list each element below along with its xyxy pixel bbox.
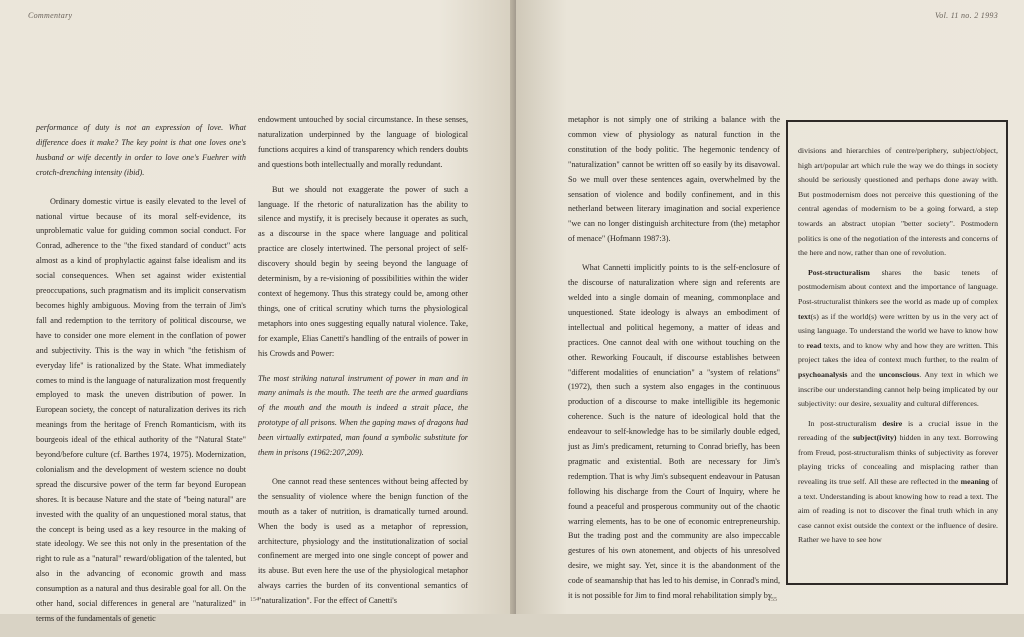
- box-paragraph: divisions and hierarchies of centre/periphery, subject/object, high art/popular art which rule the way we do things in society should be seriously questioned and perhaps done away with. But postmodernism does not perceive this questioning of the central agendas of modernism to be a going forward, a step towards an abstract utopian "better society". Postmodern politics is one of the negotiation of the interests and concerns of the here and now, rather than one of revolution.: [798, 146, 998, 258]
- paragraph: What Cannetti implicitly points to is the self-enclosure of the discourse of naturalization where sign and referents are welded into a single domain of meaning, commonplace and unquestioned. State ideology is always an embodiment of intellectual and political hegemony, a matter of ideas and practices. One cannot deal with one without touching on the other. Reworking Foucault, if discourse establishes between "different modalities of enunciation" a "system of relations" (1972), then such a system also engages in the continuous production of a discourse to make intelligible its hegemonic coherence. Such is the nature of ideological hold that the endeavour to self-knowledge has to be similarly double edged, just as Jim's predicament, returning to Conrad briefly, has been pragmatic and existential. Both are necessary for Jim's redemption. That is why Jim's subsequent endeavour in Patusan following his discharge from the Court of Inquiry, where he found a peaceful and prosperous community out of the chaotic warring elements, has to be one of economic entrepreneurship. But the trading post and the community are also impeccable gestures of his own atonement, and objects of his unresolved desire, we might say. Yet, since it is the abandonment of the code of seamanship that has led to his demise, in Conrad's mind, it is not possible for Jim to find moral rehabilitation simply by: [568, 263, 780, 601]
- term-desire: desire: [882, 418, 903, 428]
- left-column-2: [258, 113, 468, 619]
- page-number-right: 155: [768, 597, 777, 603]
- running-head-left: Commentary: [28, 11, 73, 20]
- left-column-1: [36, 121, 246, 637]
- page-number-left: 154: [250, 597, 259, 603]
- box-paragraph: Post-structuralism shares the basic tenets of postmodernism about context and the importance of language. Post-structuralist thinkers see the world as made up of complex text(s) as if the world(s) were written by us in the very act of using language. To understand the world we have to know how to read texts, and to know why and how they are written. This project takes the idea of context much further, to the realm of psychoanalysis and the unconscious. Any text in which we inscribe our understanding cannot help being implicated by our subjectivity: our desire, sexuality and cultural differences.: [798, 267, 998, 409]
- paragraph: metaphor is not simply one of striking a balance with the common view of physiology as natural function in the constitution of the body politic. The hegemonic tendency of "naturalization" cannot be written off so easily by its disavowal. So we mull over these sentences again, overwhelmed by the sensation of violence and bodily confinement, and in this netherland between literary imagination and social experience "we can no longer distinguish architecture from (the) metaphor of menace" (Hofmann 1987:3).: [568, 115, 780, 244]
- paragraph: One cannot read these sentences without being affected by the sensuality of violence where the benign function of the mouth as a taker of nutrition, is dramatically turned around. When the body is used as a metaphor of repression, architecture, physiology and the institutionalization of social confinement are merged into one single concept of power and its abuse. But even here the use of the physiological metaphor always carries the burden of its conventional semantics of "naturalization". For the effect of Canetti's: [258, 476, 468, 606]
- paragraph: But we should not exaggerate the power of such a language. If the rhetoric of naturalization has the ability to silence and mystify, it is precisely because it operates as such, as a discourse in the space where language and political practice are closely intertwined. The personal project of self-discovery should begin by seeing beyond the language of determinism, by a re-visioning of possibilities within the wider context of hegemony. Thus this strategy could be, among other things, one of critical scrutiny which turns the physiological metaphors into ones suggesting equally natural violence. Take, for example, Elias Canetti's handling of the entrails of power in his Crowds and Power:: [258, 184, 468, 358]
- box-paragraph: In post-structuralism desire is a crucial issue in the rereading of the subject(ivity) hidden in any text. Borrowing from Freud, post-structuralism thinks of subjectivity as forever playing tricks of concealing and misplacing rather than revealing its true self. All these are reflected in the meaning of a text. Understanding is about knowing how to read a text. The aim of reading is not to discover the final truth which in any case cannot exist outside the context or the influence of desire. Rather we have to see how: [798, 418, 998, 545]
- quote-tail: performance of duty is not an expression of love. What difference does it make? The key point is that one loves one's husband or wife decently in order to love one's Fuehrer with crotch-drenching intensity (ibid).: [36, 123, 246, 177]
- left-page: [0, 0, 516, 623]
- term-post-structuralism: Post-structuralism: [808, 267, 870, 277]
- running-head-right: Vol. 11 no. 2 1993: [934, 11, 998, 20]
- right-column-1: [568, 113, 780, 614]
- paragraph: endowment untouched by social circumstance. In these senses, naturalization underpinned by the language of biological functions acquires a kind of transparency which renders doubts and questions both intellectually and morally redundant.: [258, 115, 468, 169]
- block-quote: The most striking natural instrument of power in man and in many animals is the mouth. The teeth are the armed guardians of the mouth and the mouth is indeed a strait place, the prototype of all prisons. When the gaping maws of dragons had been virtually extirpated, man found a symbolic substitute for them in prisons (1962:207,209).: [258, 373, 468, 458]
- paragraph: Ordinary domestic virtue is easily elevated to the level of national virtue because of its moral self-evidence, its unproblematic value for guiding common social conduct. For Conrad, adherence to the "the fixed standard of conduct" acts almost as a kind of prophylactic against false idealism and its social consequences. When set against wider existential preoccupations, such pragmatism and its implicit conservatism becomes highly ambiguous. Moving from the terrain of Jim's fall and redemption to the territory of political discourse, we have to consider one more element in the conflation of power and subjectivity. This is the way in which "the fetishism of everyday life" is rationalized by the State. What immediately comes to mind is the language of naturalization most frequently employed to mask the uneven distribution of power. In European society, the concept of naturalization derives its rich meanings from the heritage of French Romanticism, with its bourgeois ideal of the ethical authority of the "Natural State" beyond/before culture (cf. Barthes 1974, 1975). Modernization, colonialism and the development of western science no doubt spread the discursive power of the term far beyond European shores. It is because Nature and the state of "being natural" are invested with the quality of an unquestioned moral status, that the concept is being used as a key resource in the making of state ideology. We see this not only in the presentation of the right to rule as a "natural" reward/obligation of the talented, but also in the advancing of economic growth and mass consumption as a natural and thus desirable goal for all. On the other hand, social differences in general are "naturalized" in terms of the fundamentals of genetic: [36, 196, 246, 623]
- glossary-box: [786, 120, 1008, 585]
